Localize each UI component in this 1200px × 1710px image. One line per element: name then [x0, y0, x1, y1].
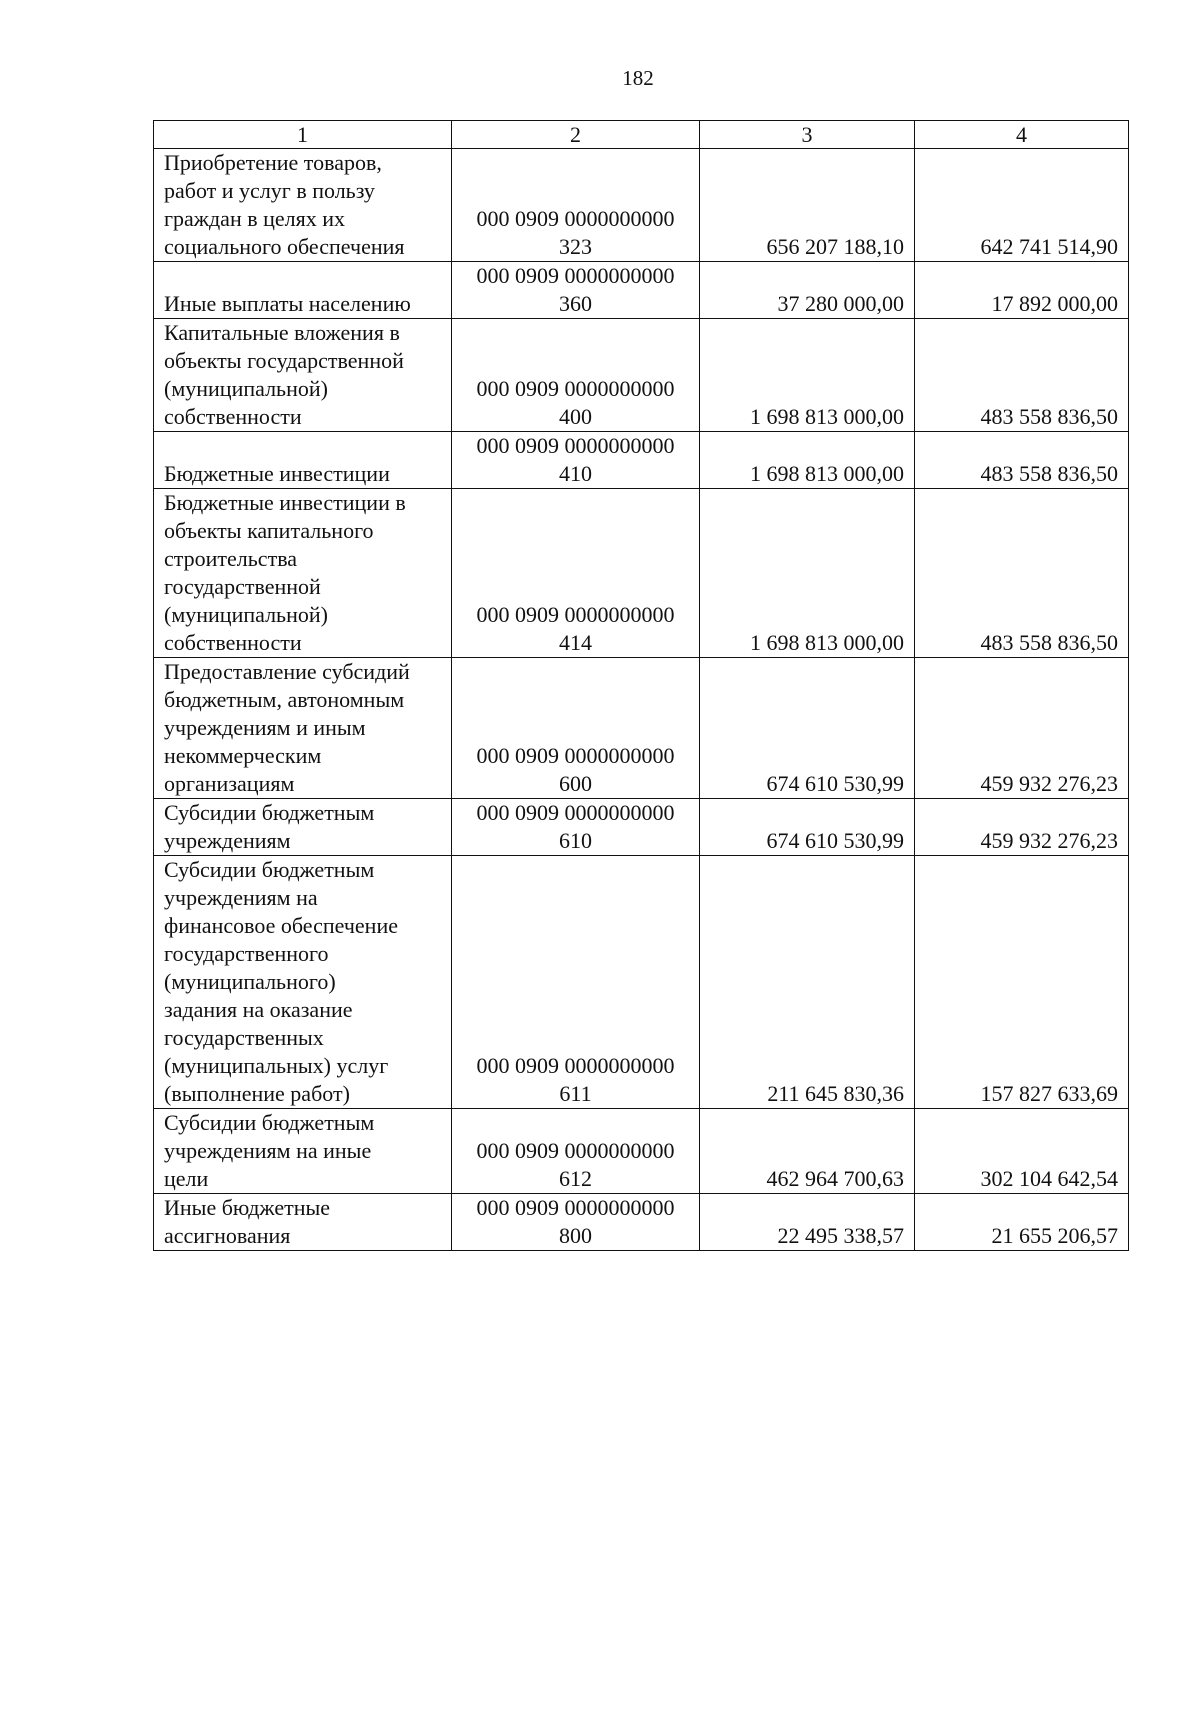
cell-line: Иные бюджетные	[164, 1195, 331, 1220]
cell-line: объекты государственной	[164, 348, 404, 373]
cell-line: задания на оказание	[164, 997, 353, 1022]
budget-table	[153, 120, 1129, 1251]
expense-name-cell	[154, 432, 452, 489]
cell-line: 000 0909 0000000000	[476, 206, 675, 231]
cell-line: 000 0909 0000000000	[476, 376, 675, 401]
amount-col3-cell: 1 698 813 000,00	[700, 489, 915, 658]
column-header-2: 2	[452, 121, 700, 149]
amount-col4-cell: 157 827 633,69	[915, 856, 1129, 1109]
cell-line: 612	[559, 1166, 592, 1191]
cell-line: граждан в целях их	[164, 206, 346, 231]
budget-code-cell	[452, 1194, 700, 1251]
cell-line: Субсидии бюджетным	[164, 1110, 375, 1135]
amount-col4-cell: 17 892 000,00	[915, 262, 1129, 319]
amount-col4-cell: 459 932 276,23	[915, 799, 1129, 856]
cell-line: (выполнение работ)	[164, 1081, 350, 1106]
cell-line: (муниципальной)	[164, 602, 328, 627]
amount-col4-cell: 483 558 836,50	[915, 489, 1129, 658]
cell-line: государственного	[164, 941, 329, 966]
table-row	[154, 1194, 1129, 1251]
table-row	[154, 1109, 1129, 1194]
cell-line: 000 0909 0000000000	[476, 743, 675, 768]
cell-line: 000 0909 0000000000	[476, 1138, 675, 1163]
cell-line: учреждениям на	[164, 885, 318, 910]
amount-col4-cell: 483 558 836,50	[915, 319, 1129, 432]
budget-code-cell	[452, 799, 700, 856]
cell-line: Приобретение товаров,	[164, 150, 382, 175]
cell-line: 000 0909 0000000000	[476, 263, 675, 288]
expense-name-cell	[154, 262, 452, 319]
expense-name-cell	[154, 1194, 452, 1251]
budget-code-cell	[452, 149, 700, 262]
cell-line: (муниципальных) услуг	[164, 1053, 389, 1078]
expense-name-cell	[154, 799, 452, 856]
budget-code-cell	[452, 856, 700, 1109]
cell-line: работ и услуг в пользу	[164, 178, 375, 203]
table-row	[154, 658, 1129, 799]
page-number: 182	[622, 66, 654, 90]
cell-line: финансовое обеспечение	[164, 913, 398, 938]
budget-code-cell	[452, 658, 700, 799]
cell-line: Предоставление субсидий	[164, 659, 410, 684]
cell-line: Субсидии бюджетным	[164, 800, 375, 825]
cell-line: 000 0909 0000000000	[476, 1195, 675, 1220]
amount-col3-cell: 674 610 530,99	[700, 799, 915, 856]
cell-line: 323	[559, 234, 592, 259]
cell-line: (муниципального)	[164, 969, 336, 994]
cell-line: Бюджетные инвестиции	[164, 461, 390, 486]
cell-line: 800	[559, 1223, 592, 1248]
cell-line: Иные выплаты населению	[164, 291, 411, 316]
column-header-3: 3	[700, 121, 915, 149]
amount-col4-cell: 302 104 642,54	[915, 1109, 1129, 1194]
amount-col3-cell: 656 207 188,10	[700, 149, 915, 262]
cell-line: Капитальные вложения в	[164, 320, 400, 345]
cell-line: (муниципальной)	[164, 376, 328, 401]
table-row	[154, 149, 1129, 262]
table-row	[154, 319, 1129, 432]
table-row	[154, 856, 1129, 1109]
amount-col4-cell: 21 655 206,57	[915, 1194, 1129, 1251]
cell-line: учреждениям на иные	[164, 1138, 372, 1163]
cell-line: 000 0909 0000000000	[476, 602, 675, 627]
column-header-4: 4	[915, 121, 1129, 149]
amount-col4-cell: 642 741 514,90	[915, 149, 1129, 262]
table-row	[154, 262, 1129, 319]
table-row	[154, 432, 1129, 489]
cell-line: 000 0909 0000000000	[476, 433, 675, 458]
cell-line: цели	[164, 1166, 209, 1191]
expense-name-cell	[154, 658, 452, 799]
expense-name-cell	[154, 319, 452, 432]
expense-name-cell	[154, 149, 452, 262]
budget-code-cell	[452, 432, 700, 489]
amount-col3-cell: 211 645 830,36	[700, 856, 915, 1109]
cell-line: учреждениям	[164, 828, 291, 853]
cell-line: собственности	[164, 404, 302, 429]
cell-line: учреждениям и иным	[164, 715, 366, 740]
amount-col4-cell: 483 558 836,50	[915, 432, 1129, 489]
cell-line: строительства	[164, 546, 298, 571]
cell-line: некоммерческим	[164, 743, 322, 768]
budget-code-cell	[452, 489, 700, 658]
cell-line: бюджетным, автономным	[164, 687, 405, 712]
cell-line: 360	[559, 291, 592, 316]
cell-line: организациям	[164, 771, 295, 796]
budget-code-cell	[452, 262, 700, 319]
cell-line: Субсидии бюджетным	[164, 857, 375, 882]
cell-line: объекты капитального	[164, 518, 374, 543]
expense-name-cell	[154, 489, 452, 658]
budget-code-cell	[452, 319, 700, 432]
cell-line: государственной	[164, 574, 321, 599]
amount-col3-cell: 37 280 000,00	[700, 262, 915, 319]
amount-col4-cell: 459 932 276,23	[915, 658, 1129, 799]
cell-line: 610	[559, 828, 592, 853]
cell-line: государственных	[164, 1025, 324, 1050]
cell-line: 600	[559, 771, 592, 796]
table-body	[154, 149, 1129, 1251]
column-header-1: 1	[154, 121, 452, 149]
amount-col3-cell: 1 698 813 000,00	[700, 432, 915, 489]
cell-line: 611	[559, 1081, 592, 1106]
table-header-row	[154, 121, 1129, 149]
amount-col3-cell: 674 610 530,99	[700, 658, 915, 799]
amount-col3-cell: 22 495 338,57	[700, 1194, 915, 1251]
cell-line: 414	[559, 630, 592, 655]
cell-line: 000 0909 0000000000	[476, 800, 675, 825]
table-row	[154, 799, 1129, 856]
expense-name-cell	[154, 1109, 452, 1194]
cell-line: Бюджетные инвестиции в	[164, 490, 406, 515]
budget-code-cell	[452, 1109, 700, 1194]
cell-line: 400	[559, 404, 592, 429]
amount-col3-cell: 1 698 813 000,00	[700, 319, 915, 432]
cell-line: 410	[559, 461, 592, 486]
cell-line: 000 0909 0000000000	[476, 1053, 675, 1078]
cell-line: социального обеспечения	[164, 234, 405, 259]
table-row	[154, 489, 1129, 658]
cell-line: ассигнования	[164, 1223, 291, 1248]
cell-line: собственности	[164, 630, 302, 655]
expense-name-cell	[154, 856, 452, 1109]
amount-col3-cell: 462 964 700,63	[700, 1109, 915, 1194]
